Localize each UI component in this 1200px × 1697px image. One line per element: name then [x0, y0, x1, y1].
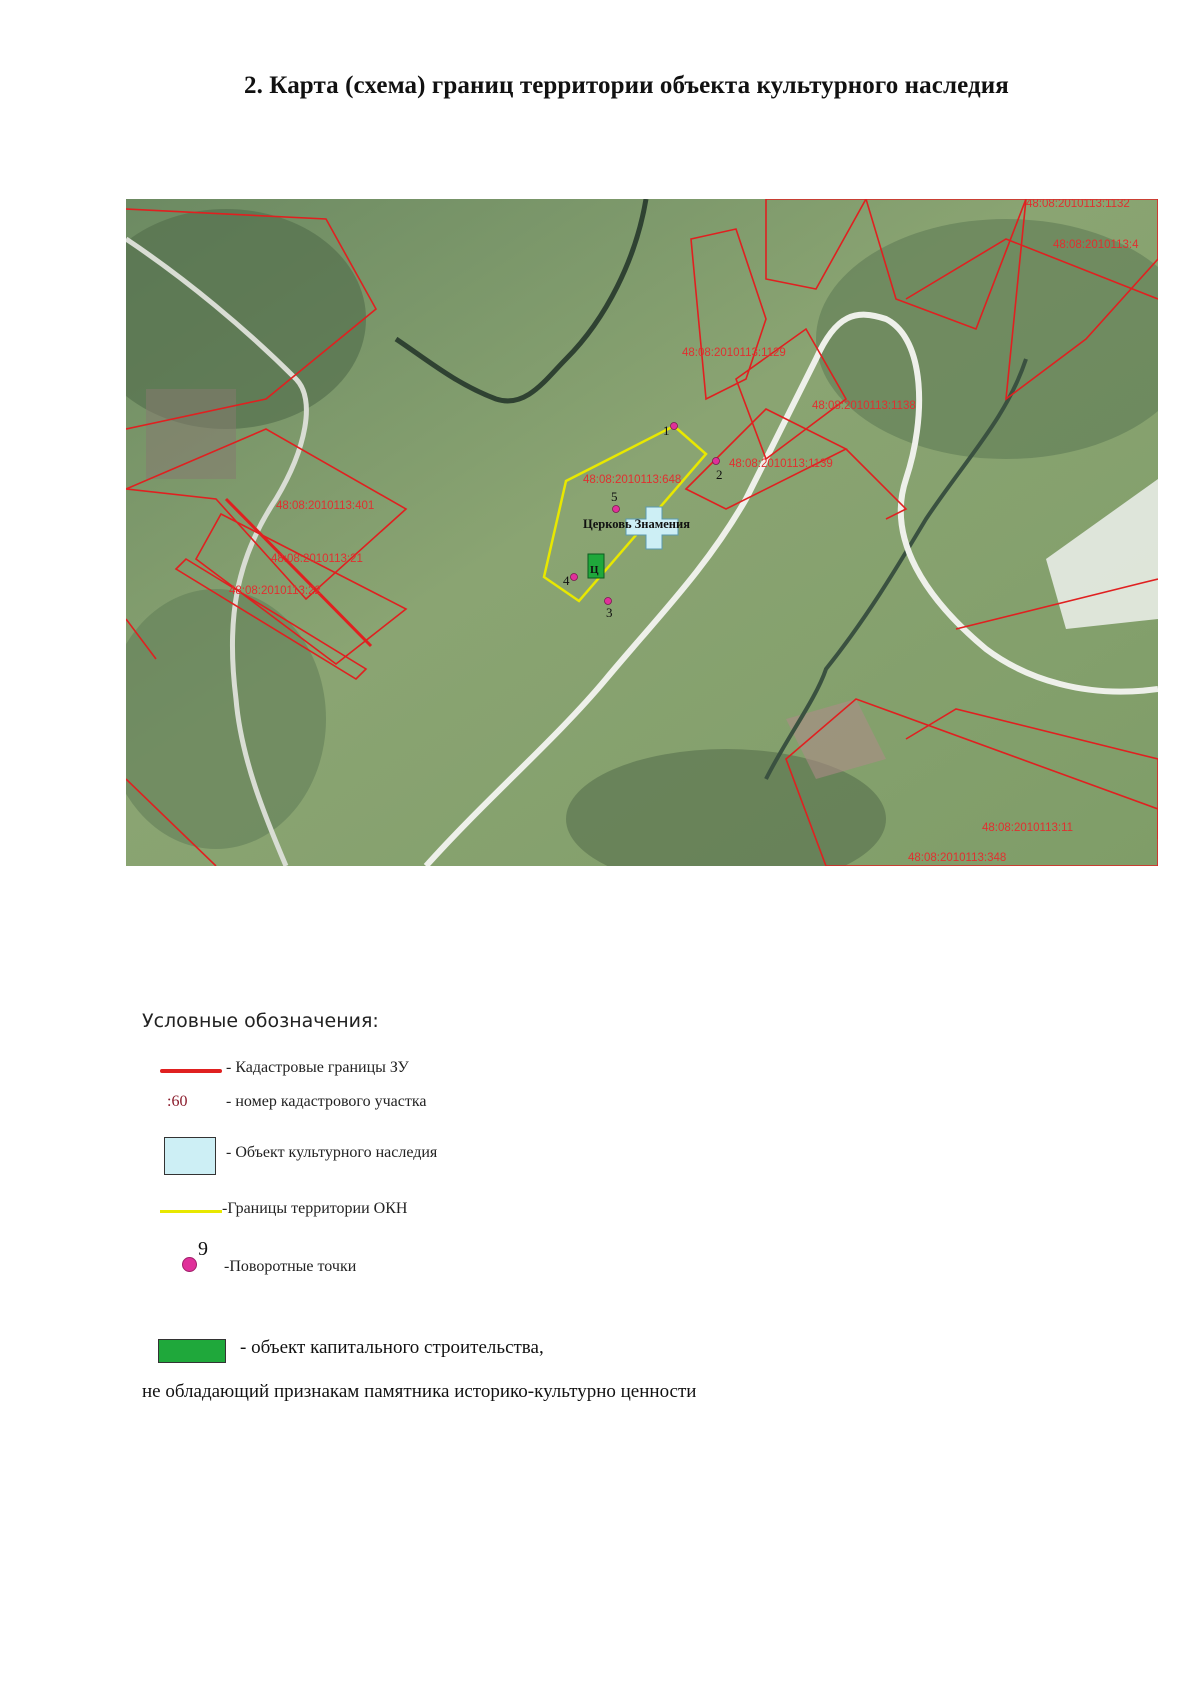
parcel-label: 48:08:2010113:4 [1053, 239, 1139, 251]
turning-point [671, 423, 678, 430]
village-plot [146, 389, 236, 479]
parcel-label: 48:08:2010113:1139 [729, 458, 833, 470]
point-label: 2 [716, 467, 723, 482]
parcel-label: 48:08:2010113:11 [982, 822, 1074, 834]
turning-point [713, 458, 720, 465]
turning-point [571, 574, 578, 581]
church-label: Церковь Знамения [583, 517, 690, 531]
building-letter: Ц [590, 564, 599, 576]
page-title: 2. Карта (схема) границ территории объекта культурного наследия [244, 72, 1009, 99]
point-label: 1 [663, 423, 670, 438]
legend-title: Условные обозначения: [142, 1010, 379, 1032]
point-label: 4 [563, 573, 570, 588]
map-canvas [126, 199, 1158, 866]
legend-cadastral-text: - Кадастровые границы ЗУ [226, 1059, 409, 1076]
point-label: 5 [611, 489, 618, 504]
legend-point-sample: 9 [198, 1238, 208, 1260]
legend-point-swatch [182, 1257, 197, 1272]
legend-heritage-swatch [164, 1137, 216, 1175]
parcel-label: 48:08:2010113:21 [271, 553, 363, 565]
legend-points-text: -Поворотные точки [224, 1258, 357, 1275]
satellite-map [126, 199, 1158, 866]
legend-capital-swatch [158, 1339, 226, 1363]
parcel-label: 48:08:2010113:22 [229, 585, 321, 597]
legend-capital-text: - объект капитального строительства, [240, 1337, 544, 1358]
parcel-label: 48:08:2010113:401 [276, 500, 375, 512]
legend-parcel-sample: :60 [167, 1093, 188, 1110]
parcel-label: 48:08:2010113:648 [583, 474, 682, 486]
point-label: 3 [606, 605, 613, 620]
parcel-label: 48:08:2010113:348 [908, 852, 1007, 864]
parcel-label: 48:08:2010113:1129 [682, 347, 786, 359]
turning-point [605, 598, 612, 605]
parcel-label: 48:08:2010113:1138 [812, 400, 916, 412]
legend-cadastral-swatch [160, 1069, 222, 1073]
legend-heritage-text: - Объект культурного наследия [226, 1144, 438, 1161]
legend-parcel-text: - номер кадастрового участка [226, 1093, 427, 1110]
parcel-label: 48:08:2010113:1132 [1026, 199, 1130, 210]
turning-point [613, 506, 620, 513]
legend-capital-text-cont: не обладающий признакам памятника историко-культурно ценности [142, 1381, 697, 1402]
legend-okn-swatch [160, 1210, 222, 1213]
legend-okn-text: -Границы территории ОКН [222, 1200, 408, 1217]
